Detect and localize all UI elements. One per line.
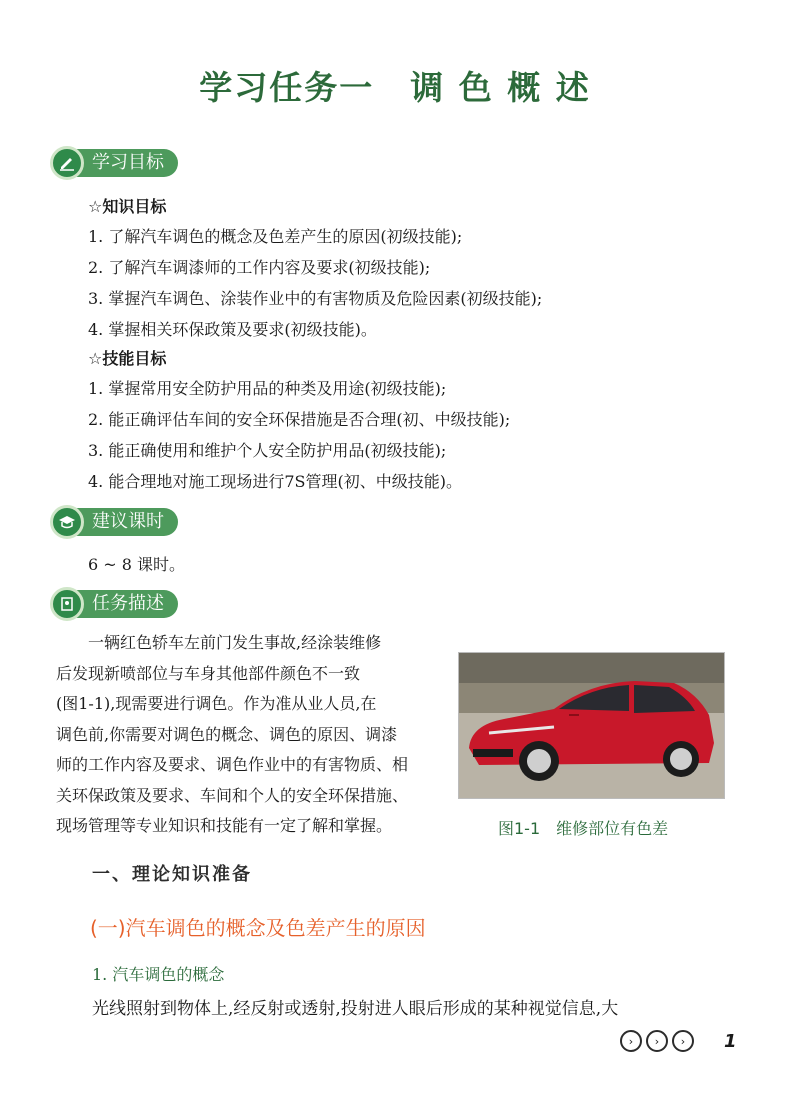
knowledge-heading: ☆知识目标 bbox=[88, 197, 167, 216]
section-description bbox=[50, 587, 178, 621]
car-photo bbox=[458, 652, 725, 799]
skills-item: 3. 能正确使用和维护个人安全防护用品(初级技能); bbox=[88, 441, 447, 460]
description-line: 现场管理等专业知识和技能有一定了解和掌握。 bbox=[56, 816, 393, 835]
title-part2: 调 色 概 述 bbox=[410, 68, 591, 107]
skills-item: 1. 掌握常用安全防护用品的种类及用途(初级技能); bbox=[88, 379, 447, 398]
book-icon bbox=[50, 587, 84, 621]
description-paragraph bbox=[56, 628, 456, 842]
pencil-icon bbox=[50, 146, 84, 180]
section-heading-1: 一、理论知识准备 bbox=[92, 864, 252, 885]
description-line: 后发现新喷部位与车身其他部件颜色不一致 bbox=[56, 663, 361, 683]
page-footer bbox=[620, 1030, 737, 1052]
description-line: 关环保政策及要求、车间和个人的安全环保措施、 bbox=[56, 785, 409, 805]
section-description-label: 任务描述 bbox=[74, 590, 178, 618]
page-title bbox=[0, 62, 790, 109]
section-hours-label: 建议课时 bbox=[74, 508, 178, 536]
chevron-right-icon: › bbox=[646, 1030, 668, 1052]
page-number: 1 bbox=[724, 1030, 737, 1052]
section-objectives bbox=[50, 146, 178, 180]
section-heading-2: (一)汽车调色的概念及色差产生的原因 bbox=[90, 916, 426, 940]
body-text: 光线照射到物体上,经反射或透射,投射进人眼后形成的某种视觉信息,大 bbox=[92, 999, 619, 1019]
hours-text: 6 ~ 8 课时。 bbox=[88, 555, 186, 574]
description-line: (图1-1),现需要进行调色。作为准从业人员,在 bbox=[56, 694, 377, 713]
knowledge-item: 4. 掌握相关环保政策及要求(初级技能)。 bbox=[88, 320, 377, 339]
section-hours bbox=[50, 505, 178, 539]
description-line: 调色前,你需要对调色的概念、调色的原因、调漆 bbox=[56, 724, 398, 744]
figure-label: 维修部位有色差 bbox=[556, 819, 669, 838]
knowledge-item: 3. 掌握汽车调色、涂装作业中的有害物质及危险因素(初级技能); bbox=[88, 289, 543, 308]
chevron-right-icon: › bbox=[620, 1030, 642, 1052]
knowledge-item: 1. 了解汽车调色的概念及色差产生的原因(初级技能); bbox=[88, 227, 463, 246]
skills-item: 4. 能合理地对施工现场进行7S管理(初、中级技能)。 bbox=[88, 472, 462, 491]
title-part1: 学习任务一 bbox=[199, 68, 375, 107]
chevron-right-icon: › bbox=[672, 1030, 694, 1052]
figure-caption bbox=[498, 816, 668, 839]
skills-item: 2. 能正确评估车间的安全环保措施是否合理(初、中级技能); bbox=[88, 410, 511, 429]
description-line: 师的工作内容及要求、调色作业中的有害物质、相 bbox=[56, 755, 409, 774]
knowledge-item: 2. 了解汽车调漆师的工作内容及要求(初级技能); bbox=[88, 258, 431, 277]
skills-heading: ☆技能目标 bbox=[88, 349, 167, 368]
section-heading-3: 1. 汽车调色的概念 bbox=[92, 965, 225, 984]
description-line: 一辆红色轿车左前门发生事故,经涂装维修 bbox=[88, 633, 382, 652]
graduation-cap-icon bbox=[50, 505, 84, 539]
section-objectives-label: 学习目标 bbox=[74, 149, 178, 177]
figure-number: 图1-1 bbox=[498, 819, 541, 838]
